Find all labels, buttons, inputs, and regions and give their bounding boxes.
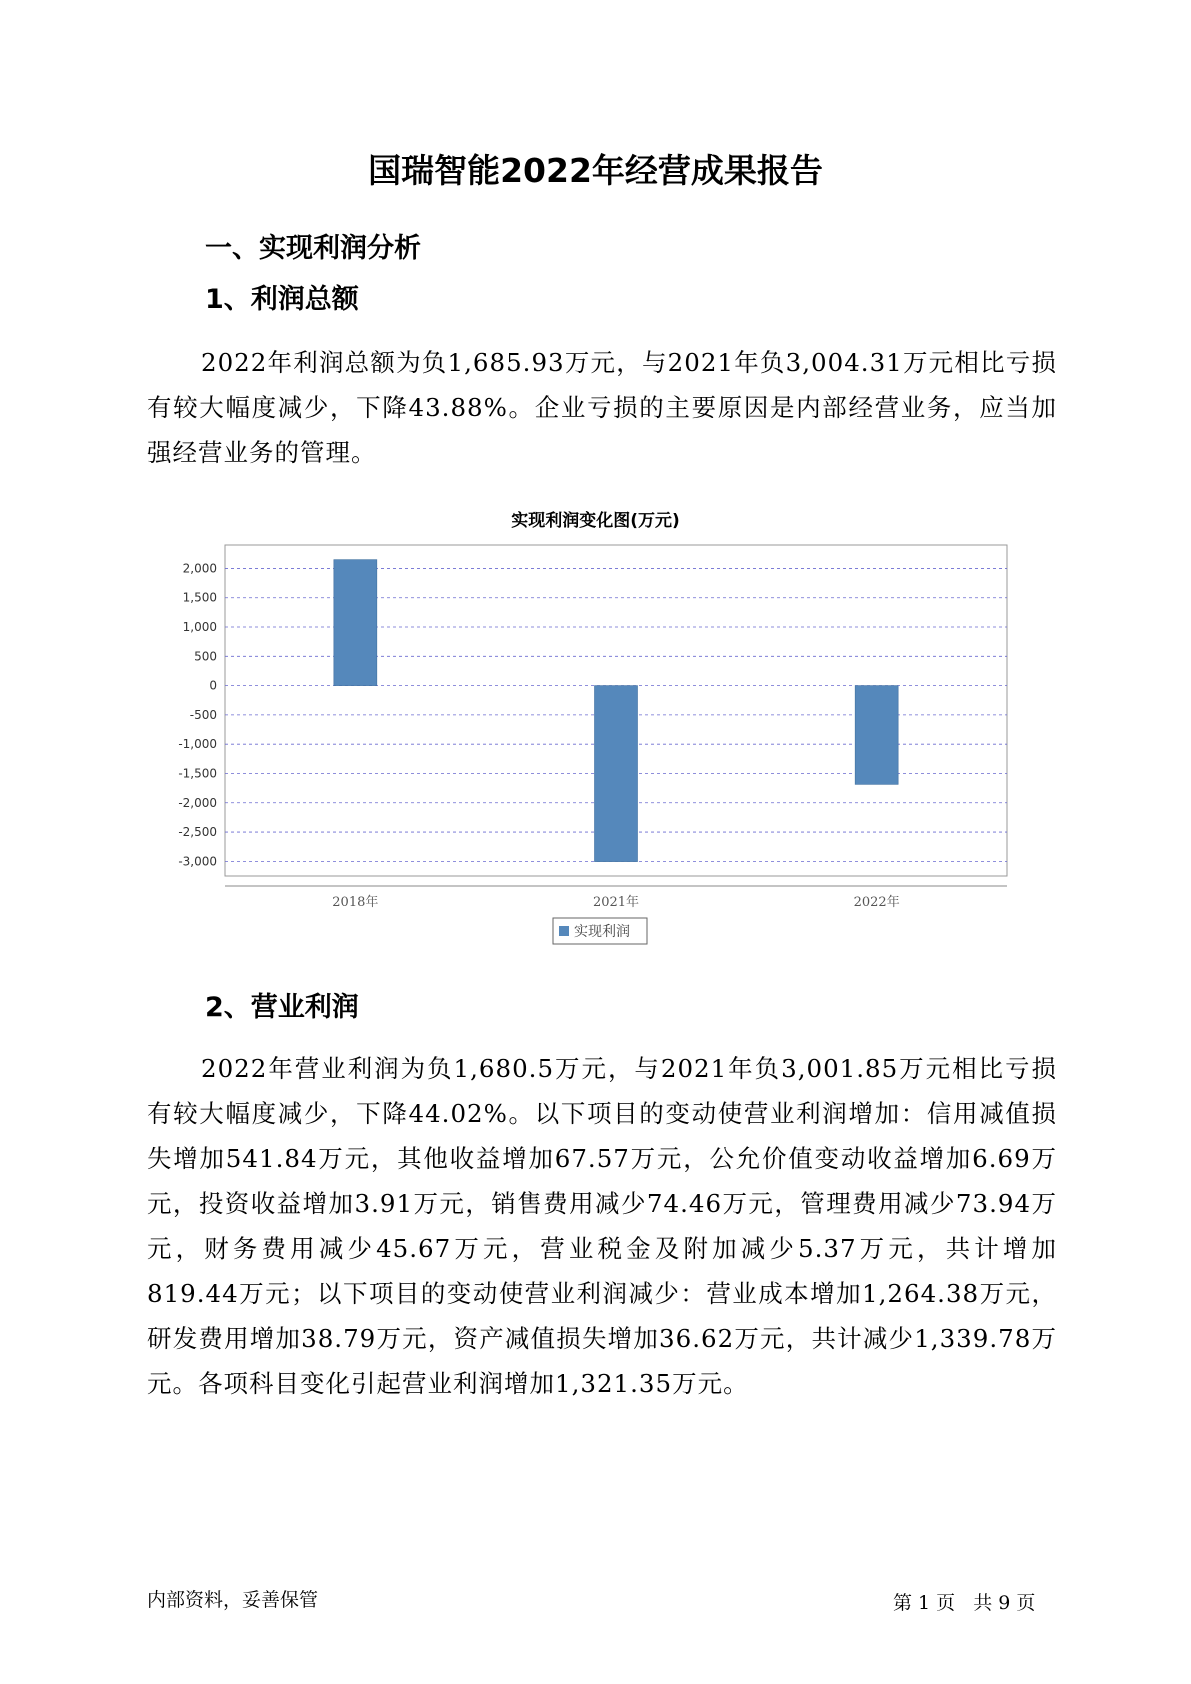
footer-confidential-note: 内部资料，妥善保管 bbox=[147, 1589, 319, 1611]
chart-bar bbox=[334, 560, 377, 686]
chart-bar bbox=[595, 686, 638, 862]
x-tick-label: 2022年 bbox=[853, 895, 900, 910]
total-profit-paragraph: 2022年利润总额为负1,685.93万元，与2021年负3,004.31万元相比亏损有较大幅度减少，下降43.88%。企业亏损的主要原因是内部经营业务，应当加强经营业务的管理。 bbox=[147, 348, 1057, 467]
chart-legend-swatch bbox=[559, 926, 569, 936]
chart-legend-label: 实现利润 bbox=[574, 924, 630, 940]
y-tick-label: -1,500 bbox=[178, 766, 217, 781]
operating-profit-paragraph: 2022年营业利润为负1,680.5万元，与2021年负3,001.85万元相比亏损有较大幅度减少，下降44.02%。以下项目的变动使营业利润增加：信用减值损失增加541.84万元，其他收益增加67.57万元，公允价值变动收益增加6.69万元，投资收益增加3.91万元，销售费用减少74.46万元，管理费用减少73.94万元，财务费用减少45.67万元，营业税金及附加减少5.37万元，共计增加819.44万元；以下项目的变动使营业利润减少：营业成本增加1,264.38万元，研发费用增加38.79万元，资产减值损失增加36.62万元，共计减少1,339.78万元。各项科目变化引起营业利润增加1,321.35万元。 bbox=[147, 1054, 1057, 1398]
y-tick-label: 500 bbox=[194, 649, 217, 664]
y-tick-label: 1,000 bbox=[182, 620, 217, 635]
report-title: 国瑞智能2022年经营成果报告 bbox=[368, 151, 823, 190]
y-tick-label: -2,500 bbox=[178, 825, 217, 840]
y-tick-label: 0 bbox=[209, 678, 217, 693]
y-tick-label: -2,000 bbox=[178, 795, 217, 810]
chart-bar bbox=[855, 686, 898, 785]
footer-total-pages: 共 9 页 bbox=[973, 1592, 1036, 1614]
chart-title: 实现利润变化图(万元) bbox=[511, 511, 680, 531]
y-tick-label: -1,000 bbox=[178, 737, 217, 752]
y-tick-label: -3,000 bbox=[178, 854, 217, 869]
subsection-heading-operating-profit: 2、营业利润 bbox=[205, 992, 359, 1023]
x-tick-label: 2018年 bbox=[332, 895, 379, 910]
y-tick-label: 1,500 bbox=[182, 590, 217, 605]
x-tick-label: 2021年 bbox=[592, 895, 640, 910]
section-heading-profit-analysis: 一、实现利润分析 bbox=[205, 233, 421, 264]
footer-page-info bbox=[893, 1588, 1047, 1615]
footer-page-number: 第 1 页 bbox=[893, 1592, 956, 1614]
y-tick-label: 2,000 bbox=[182, 561, 217, 576]
y-tick-label: -500 bbox=[189, 707, 217, 722]
subsection-heading-total-profit: 1、利润总额 bbox=[205, 284, 359, 315]
